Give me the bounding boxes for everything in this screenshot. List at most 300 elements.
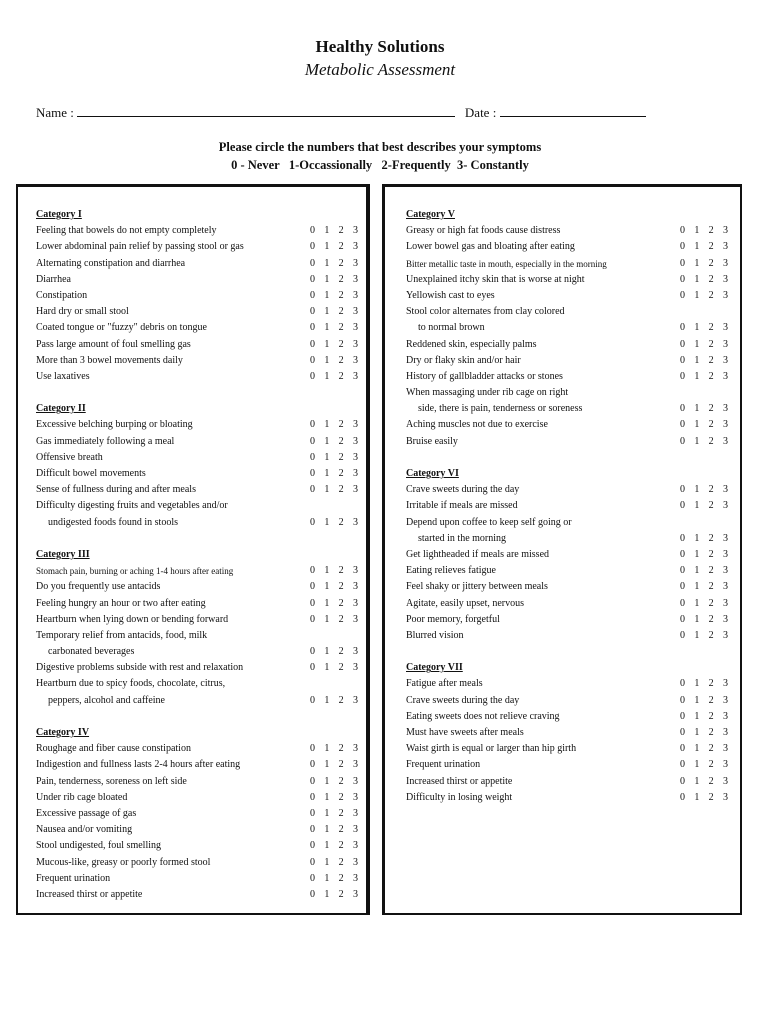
rating-option[interactable]: 2 bbox=[708, 289, 714, 301]
rating-option[interactable]: 1 bbox=[324, 888, 330, 900]
symptom-text: started in the morning bbox=[418, 532, 507, 544]
rating-option[interactable]: 2 bbox=[338, 257, 344, 269]
rating-option[interactable]: 2 bbox=[338, 775, 344, 787]
rating-scale bbox=[680, 223, 728, 239]
rating-option[interactable]: 0 bbox=[310, 613, 315, 625]
rating-option[interactable]: 3 bbox=[352, 888, 358, 900]
rating-option[interactable]: 3 bbox=[352, 597, 358, 609]
rating-option[interactable]: 3 bbox=[352, 370, 358, 382]
rating-option[interactable]: 3 bbox=[722, 257, 728, 269]
rating-option[interactable]: 0 bbox=[680, 241, 685, 253]
rating-option[interactable]: 0 bbox=[310, 435, 315, 447]
rating-option[interactable]: 0 bbox=[680, 273, 685, 285]
rating-option[interactable]: 2 bbox=[708, 273, 714, 285]
rating-option[interactable]: 1 bbox=[694, 597, 700, 609]
rating-option[interactable]: 2 bbox=[708, 759, 714, 771]
rating-option[interactable]: 1 bbox=[324, 743, 330, 755]
left-panel bbox=[16, 184, 370, 915]
rating-option[interactable]: 3 bbox=[352, 241, 358, 253]
rating-option[interactable]: 0 bbox=[310, 694, 315, 706]
rating-option[interactable]: 0 bbox=[310, 419, 315, 431]
symptom-row bbox=[36, 579, 361, 595]
rating-option[interactable]: 3 bbox=[722, 613, 728, 625]
rating-option[interactable]: 1 bbox=[324, 338, 330, 350]
rating-option[interactable]: 1 bbox=[694, 775, 700, 787]
rating-option[interactable]: 1 bbox=[694, 532, 700, 544]
rating-option[interactable]: 1 bbox=[324, 225, 330, 237]
rating-option[interactable]: 2 bbox=[708, 225, 714, 237]
rating-option[interactable]: 1 bbox=[324, 791, 330, 803]
symptom-text: Indigestion and fullness lasts 2-4 hours after eating bbox=[36, 759, 241, 771]
rating-scale bbox=[310, 272, 358, 288]
instructions bbox=[0, 138, 760, 174]
rating-scale bbox=[680, 498, 728, 514]
rating-option[interactable]: 0 bbox=[310, 743, 315, 755]
rating-option[interactable]: 1 bbox=[324, 370, 330, 382]
symptom-text: Use laxatives bbox=[36, 370, 90, 382]
rating-option[interactable]: 0 bbox=[680, 565, 685, 577]
rating-option[interactable]: 3 bbox=[352, 484, 358, 496]
rating-option[interactable]: 0 bbox=[680, 484, 685, 496]
rating-option[interactable]: 3 bbox=[352, 419, 358, 431]
rating-option[interactable]: 3 bbox=[722, 370, 728, 382]
rating-option[interactable]: 3 bbox=[722, 759, 728, 771]
rating-option[interactable]: 1 bbox=[324, 273, 330, 285]
rating-option[interactable]: 2 bbox=[338, 354, 344, 366]
rating-option[interactable]: 0 bbox=[310, 468, 315, 479]
symptom-text: Alternating constipation and diarrhea bbox=[36, 257, 186, 269]
rating-option[interactable]: 0 bbox=[680, 694, 685, 706]
rating-option[interactable]: 3 bbox=[352, 807, 358, 819]
rating-option[interactable]: 3 bbox=[352, 759, 358, 771]
rating-option[interactable]: 0 bbox=[310, 565, 315, 577]
rating-option[interactable]: 2 bbox=[338, 646, 344, 658]
rating-option[interactable]: 2 bbox=[708, 775, 714, 787]
rating-scale bbox=[680, 612, 728, 628]
rating-option[interactable]: 3 bbox=[352, 289, 358, 301]
symptom-row bbox=[406, 401, 731, 417]
rating-option[interactable]: 3 bbox=[722, 354, 728, 366]
rating-option[interactable]: 0 bbox=[310, 516, 315, 528]
rating-option[interactable]: 2 bbox=[338, 694, 344, 706]
rating-option[interactable]: 1 bbox=[694, 629, 700, 641]
rating-option[interactable]: 2 bbox=[708, 370, 714, 382]
name-label: Name : bbox=[36, 105, 74, 120]
rating-option[interactable]: 2 bbox=[708, 597, 714, 609]
rating-option[interactable]: 3 bbox=[722, 548, 728, 560]
rating-option[interactable]: 2 bbox=[708, 435, 714, 447]
rating-option[interactable]: 1 bbox=[324, 419, 330, 431]
rating-option[interactable]: 3 bbox=[352, 791, 358, 803]
rating-option[interactable]: 1 bbox=[694, 241, 700, 253]
rating-option[interactable]: 3 bbox=[352, 646, 358, 658]
symptom-row bbox=[36, 304, 361, 320]
rating-option[interactable]: 0 bbox=[680, 225, 685, 237]
rating-option[interactable]: 2 bbox=[338, 322, 344, 334]
rating-option[interactable]: 3 bbox=[722, 743, 728, 755]
rating-option[interactable]: 3 bbox=[722, 322, 728, 334]
category-title: Category VI bbox=[406, 468, 459, 479]
rating-option[interactable]: 3 bbox=[352, 354, 358, 366]
rating-scale bbox=[310, 450, 358, 466]
symptom-text: History of gallbladder attacks or stones bbox=[406, 370, 563, 382]
rating-option[interactable]: 0 bbox=[310, 872, 315, 884]
rating-option[interactable]: 3 bbox=[722, 225, 728, 237]
rating-option[interactable]: 1 bbox=[324, 435, 330, 447]
rating-option[interactable]: 3 bbox=[352, 451, 358, 463]
symptom-row bbox=[36, 612, 361, 628]
rating-option[interactable]: 0 bbox=[680, 743, 685, 755]
rating-option[interactable]: 0 bbox=[310, 759, 315, 771]
rating-option[interactable]: 3 bbox=[352, 516, 358, 528]
rating-option[interactable]: 0 bbox=[680, 597, 685, 609]
category-title: Category III bbox=[36, 548, 90, 560]
rating-option[interactable]: 1 bbox=[694, 727, 700, 738]
rating-option[interactable]: 1 bbox=[324, 354, 330, 366]
rating-option[interactable]: 0 bbox=[310, 824, 315, 836]
rating-option[interactable]: 2 bbox=[708, 500, 714, 512]
rating-option[interactable]: 2 bbox=[338, 840, 344, 852]
symptom-text: Depend upon coffee to keep self going or bbox=[406, 516, 572, 528]
rating-option[interactable]: 1 bbox=[324, 646, 330, 658]
rating-option[interactable]: 2 bbox=[338, 225, 344, 237]
rating-option[interactable]: 0 bbox=[680, 629, 685, 641]
rating-option[interactable]: 3 bbox=[722, 597, 728, 609]
rating-option[interactable]: 3 bbox=[722, 710, 728, 722]
rating-option[interactable]: 2 bbox=[708, 257, 714, 269]
rating-option[interactable]: 2 bbox=[708, 694, 714, 706]
rating-option[interactable]: 1 bbox=[324, 451, 330, 463]
symptom-row bbox=[36, 450, 361, 466]
rating-option[interactable]: 2 bbox=[338, 597, 344, 609]
rating-option[interactable]: 1 bbox=[324, 322, 330, 334]
rating-option[interactable]: 1 bbox=[324, 241, 330, 253]
rating-option[interactable]: 0 bbox=[680, 548, 685, 560]
rating-scale bbox=[310, 515, 358, 531]
rating-option[interactable]: 0 bbox=[680, 435, 685, 447]
rating-option[interactable]: 1 bbox=[694, 613, 700, 625]
rating-option[interactable]: 1 bbox=[694, 354, 700, 366]
rating-option[interactable]: 1 bbox=[324, 694, 330, 706]
rating-option[interactable]: 1 bbox=[324, 872, 330, 884]
rating-option[interactable]: 2 bbox=[338, 289, 344, 301]
rating-option[interactable]: 0 bbox=[310, 225, 315, 237]
rating-option[interactable]: 1 bbox=[324, 613, 330, 625]
rating-option[interactable]: 0 bbox=[310, 257, 315, 269]
rating-option[interactable]: 2 bbox=[338, 468, 344, 479]
rating-option[interactable]: 3 bbox=[352, 743, 358, 755]
rating-option[interactable]: 0 bbox=[680, 678, 685, 690]
rating-option[interactable]: 2 bbox=[338, 613, 344, 625]
rating-option[interactable]: 0 bbox=[310, 354, 315, 366]
rating-option[interactable]: 2 bbox=[338, 581, 344, 593]
rating-option[interactable]: 1 bbox=[694, 419, 700, 431]
rating-option[interactable]: 1 bbox=[324, 824, 330, 836]
rating-option[interactable]: 2 bbox=[338, 856, 344, 868]
rating-option[interactable]: 3 bbox=[722, 532, 728, 544]
rating-option[interactable]: 2 bbox=[708, 727, 714, 738]
rating-option[interactable]: 3 bbox=[352, 306, 358, 318]
rating-option[interactable]: 3 bbox=[722, 678, 728, 690]
rating-option[interactable]: 3 bbox=[352, 662, 358, 674]
rating-option[interactable]: 2 bbox=[708, 613, 714, 625]
rating-option[interactable]: 0 bbox=[310, 807, 315, 819]
rating-option[interactable]: 0 bbox=[680, 613, 685, 625]
right-symptom-list bbox=[406, 207, 731, 806]
rating-option[interactable]: 1 bbox=[694, 435, 700, 447]
rating-option[interactable]: 3 bbox=[352, 468, 358, 479]
rating-option[interactable]: 3 bbox=[352, 565, 358, 577]
rating-option[interactable]: 0 bbox=[680, 370, 685, 382]
rating-option[interactable]: 3 bbox=[722, 694, 728, 706]
rating-option[interactable]: 0 bbox=[310, 662, 315, 674]
rating-option[interactable]: 1 bbox=[694, 694, 700, 706]
rating-option[interactable]: 2 bbox=[708, 403, 714, 415]
rating-scale bbox=[680, 628, 728, 644]
rating-option[interactable]: 1 bbox=[324, 565, 330, 577]
rating-option[interactable]: 2 bbox=[338, 435, 344, 447]
rating-option[interactable]: 0 bbox=[680, 289, 685, 301]
rating-option[interactable]: 2 bbox=[338, 419, 344, 431]
rating-option[interactable]: 3 bbox=[722, 484, 728, 496]
rating-option[interactable]: 0 bbox=[680, 791, 685, 803]
rating-option[interactable]: 2 bbox=[338, 791, 344, 803]
rating-option[interactable]: 0 bbox=[680, 581, 685, 593]
rating-option[interactable]: 3 bbox=[352, 322, 358, 334]
rating-option[interactable]: 2 bbox=[338, 273, 344, 285]
rating-option[interactable]: 3 bbox=[722, 289, 728, 301]
rating-option[interactable]: 2 bbox=[708, 629, 714, 641]
rating-option[interactable]: 0 bbox=[310, 597, 315, 609]
rating-option[interactable]: 2 bbox=[708, 791, 714, 803]
rating-scale bbox=[680, 741, 728, 757]
rating-option[interactable]: 0 bbox=[310, 484, 315, 496]
rating-option[interactable]: 2 bbox=[708, 710, 714, 722]
rating-option[interactable]: 0 bbox=[310, 888, 315, 900]
rating-option[interactable]: 2 bbox=[708, 484, 714, 496]
rating-option[interactable]: 2 bbox=[708, 565, 714, 577]
rating-option[interactable]: 1 bbox=[694, 710, 700, 722]
rating-scale bbox=[680, 693, 728, 709]
rating-option[interactable]: 2 bbox=[708, 743, 714, 755]
rating-option[interactable]: 0 bbox=[310, 306, 315, 318]
rating-option[interactable]: 3 bbox=[352, 338, 358, 350]
rating-option[interactable]: 0 bbox=[680, 727, 685, 738]
rating-option[interactable]: 0 bbox=[310, 791, 315, 803]
rating-option[interactable]: 0 bbox=[680, 710, 685, 722]
rating-scale bbox=[680, 790, 728, 806]
rating-option[interactable]: 3 bbox=[352, 613, 358, 625]
rating-option[interactable]: 0 bbox=[310, 646, 315, 658]
rating-option[interactable]: 1 bbox=[324, 289, 330, 301]
symptom-text: Yellowish cast to eyes bbox=[406, 289, 495, 301]
rating-option[interactable]: 0 bbox=[680, 257, 685, 269]
rating-option[interactable]: 0 bbox=[680, 500, 685, 512]
symptom-row bbox=[36, 887, 361, 903]
symptom-text: Lower bowel gas and bloating after eating bbox=[406, 241, 575, 253]
rating-option[interactable]: 0 bbox=[680, 338, 685, 350]
symptom-row bbox=[406, 498, 731, 514]
rating-option[interactable]: 2 bbox=[338, 565, 344, 577]
rating-option[interactable]: 0 bbox=[310, 338, 315, 350]
rating-scale bbox=[310, 790, 358, 806]
rating-option[interactable]: 1 bbox=[694, 548, 700, 560]
rating-option[interactable]: 1 bbox=[324, 484, 330, 496]
rating-option[interactable]: 0 bbox=[310, 775, 315, 787]
rating-option[interactable]: 0 bbox=[680, 759, 685, 771]
rating-option[interactable]: 2 bbox=[708, 338, 714, 350]
rating-option[interactable]: 0 bbox=[310, 581, 315, 593]
rating-option[interactable]: 1 bbox=[694, 565, 700, 577]
rating-option[interactable]: 2 bbox=[708, 322, 714, 334]
rating-option[interactable]: 1 bbox=[324, 257, 330, 269]
rating-scale bbox=[310, 774, 358, 790]
rating-option[interactable]: 3 bbox=[722, 727, 728, 738]
rating-option[interactable]: 0 bbox=[310, 856, 315, 868]
rating-option[interactable]: 3 bbox=[352, 225, 358, 237]
rating-option[interactable]: 2 bbox=[708, 419, 714, 431]
rating-option[interactable]: 3 bbox=[722, 791, 728, 803]
category-heading bbox=[406, 207, 731, 223]
rating-option[interactable]: 2 bbox=[338, 516, 344, 528]
rating-option[interactable]: 3 bbox=[722, 403, 728, 415]
rating-option[interactable]: 2 bbox=[338, 759, 344, 771]
rating-option[interactable]: 1 bbox=[324, 840, 330, 852]
rating-option[interactable]: 1 bbox=[694, 273, 700, 285]
rating-option[interactable]: 1 bbox=[324, 468, 330, 479]
rating-option[interactable]: 1 bbox=[694, 225, 700, 237]
rating-option[interactable]: 1 bbox=[694, 759, 700, 771]
rating-option[interactable]: 0 bbox=[310, 289, 315, 301]
rating-option[interactable]: 2 bbox=[338, 451, 344, 463]
rating-scale bbox=[310, 871, 358, 887]
rating-option[interactable]: 3 bbox=[352, 257, 358, 269]
rating-option[interactable]: 2 bbox=[708, 354, 714, 366]
rating-option[interactable]: 3 bbox=[722, 273, 728, 285]
rating-option[interactable]: 0 bbox=[310, 322, 315, 334]
rating-option[interactable]: 3 bbox=[352, 824, 358, 836]
rating-option[interactable]: 2 bbox=[338, 888, 344, 900]
rating-option[interactable]: 2 bbox=[708, 678, 714, 690]
rating-option[interactable]: 2 bbox=[338, 743, 344, 755]
rating-option[interactable]: 3 bbox=[352, 775, 358, 787]
rating-option[interactable]: 3 bbox=[352, 840, 358, 852]
rating-option[interactable]: 3 bbox=[352, 581, 358, 593]
rating-option[interactable]: 1 bbox=[694, 791, 700, 803]
rating-option[interactable]: 3 bbox=[722, 435, 728, 447]
name-field[interactable] bbox=[77, 104, 455, 117]
date-field[interactable] bbox=[500, 104, 646, 117]
rating-option[interactable]: 0 bbox=[680, 403, 685, 415]
spacer bbox=[36, 531, 361, 547]
symptom-row bbox=[36, 822, 361, 838]
rating-scale bbox=[680, 434, 728, 450]
rating-option[interactable]: 2 bbox=[338, 241, 344, 253]
rating-option[interactable]: 1 bbox=[694, 403, 700, 415]
rating-option[interactable]: 3 bbox=[722, 775, 728, 787]
symptom-row bbox=[406, 272, 731, 288]
symptom-text: Dry or flaky skin and/or hair bbox=[406, 354, 521, 366]
rating-option[interactable]: 3 bbox=[352, 435, 358, 447]
rating-option[interactable]: 2 bbox=[708, 581, 714, 593]
rating-option[interactable]: 1 bbox=[694, 322, 700, 334]
symptom-row bbox=[36, 871, 361, 887]
symptom-row bbox=[36, 757, 361, 773]
rating-option[interactable]: 2 bbox=[338, 338, 344, 350]
rating-option[interactable]: 0 bbox=[310, 840, 315, 852]
rating-option[interactable]: 1 bbox=[694, 678, 700, 690]
rating-option[interactable]: 2 bbox=[338, 807, 344, 819]
symptom-row bbox=[406, 337, 731, 353]
symptom-text: Sense of fullness during and after meals bbox=[36, 484, 196, 496]
rating-option[interactable]: 2 bbox=[338, 484, 344, 496]
rating-option[interactable]: 3 bbox=[352, 856, 358, 868]
rating-option[interactable]: 1 bbox=[324, 516, 330, 528]
rating-option[interactable]: 1 bbox=[324, 807, 330, 819]
rating-option[interactable]: 0 bbox=[680, 775, 685, 787]
rating-option[interactable]: 1 bbox=[694, 743, 700, 755]
rating-option[interactable]: 3 bbox=[722, 419, 728, 431]
spacer bbox=[36, 709, 361, 725]
rating-option[interactable]: 3 bbox=[722, 565, 728, 577]
rating-option[interactable]: 2 bbox=[338, 370, 344, 382]
rating-option[interactable]: 3 bbox=[352, 694, 358, 706]
rating-option[interactable]: 1 bbox=[694, 338, 700, 350]
rating-option[interactable]: 2 bbox=[708, 532, 714, 544]
rating-option[interactable]: 2 bbox=[338, 306, 344, 318]
rating-option[interactable]: 3 bbox=[722, 629, 728, 641]
rating-option[interactable]: 0 bbox=[310, 273, 315, 285]
rating-option[interactable]: 2 bbox=[338, 872, 344, 884]
rating-scale bbox=[310, 337, 358, 353]
rating-option[interactable]: 3 bbox=[352, 273, 358, 285]
rating-option[interactable]: 1 bbox=[694, 484, 700, 496]
rating-option[interactable]: 0 bbox=[310, 451, 315, 463]
rating-option[interactable]: 3 bbox=[722, 241, 728, 253]
rating-option[interactable]: 1 bbox=[694, 370, 700, 382]
rating-option[interactable]: 3 bbox=[722, 581, 728, 593]
rating-option[interactable]: 0 bbox=[680, 322, 685, 334]
rating-option[interactable]: 2 bbox=[708, 241, 714, 253]
rating-option[interactable]: 0 bbox=[310, 241, 315, 253]
symptom-text: Reddened skin, especially palms bbox=[406, 338, 537, 350]
rating-option[interactable]: 3 bbox=[722, 500, 728, 512]
rating-option[interactable]: 3 bbox=[352, 872, 358, 884]
category-title: Category VII bbox=[406, 662, 463, 674]
rating-option[interactable]: 1 bbox=[324, 662, 330, 674]
rating-option[interactable]: 1 bbox=[324, 306, 330, 318]
rating-option[interactable]: 2 bbox=[708, 548, 714, 560]
rating-option[interactable]: 1 bbox=[324, 581, 330, 593]
scale-legend: 0 - Never 1-Occassionally 2-Frequently 3- Constantly bbox=[231, 158, 529, 172]
rating-option[interactable]: 2 bbox=[338, 662, 344, 674]
rating-option[interactable]: 2 bbox=[338, 824, 344, 836]
rating-option[interactable]: 1 bbox=[324, 856, 330, 868]
symptom-row bbox=[36, 320, 361, 336]
rating-option[interactable]: 1 bbox=[324, 759, 330, 771]
rating-option[interactable]: 1 bbox=[324, 775, 330, 787]
rating-option[interactable]: 0 bbox=[680, 532, 685, 544]
rating-option[interactable]: 1 bbox=[694, 257, 700, 269]
rating-option[interactable]: 3 bbox=[722, 338, 728, 350]
rating-option[interactable]: 0 bbox=[680, 419, 685, 431]
rating-option[interactable]: 0 bbox=[310, 370, 315, 382]
rating-option[interactable]: 0 bbox=[680, 354, 685, 366]
rating-option[interactable]: 1 bbox=[694, 289, 700, 301]
rating-option[interactable]: 1 bbox=[324, 597, 330, 609]
rating-option[interactable]: 1 bbox=[694, 581, 700, 593]
rating-option[interactable]: 1 bbox=[694, 500, 700, 512]
